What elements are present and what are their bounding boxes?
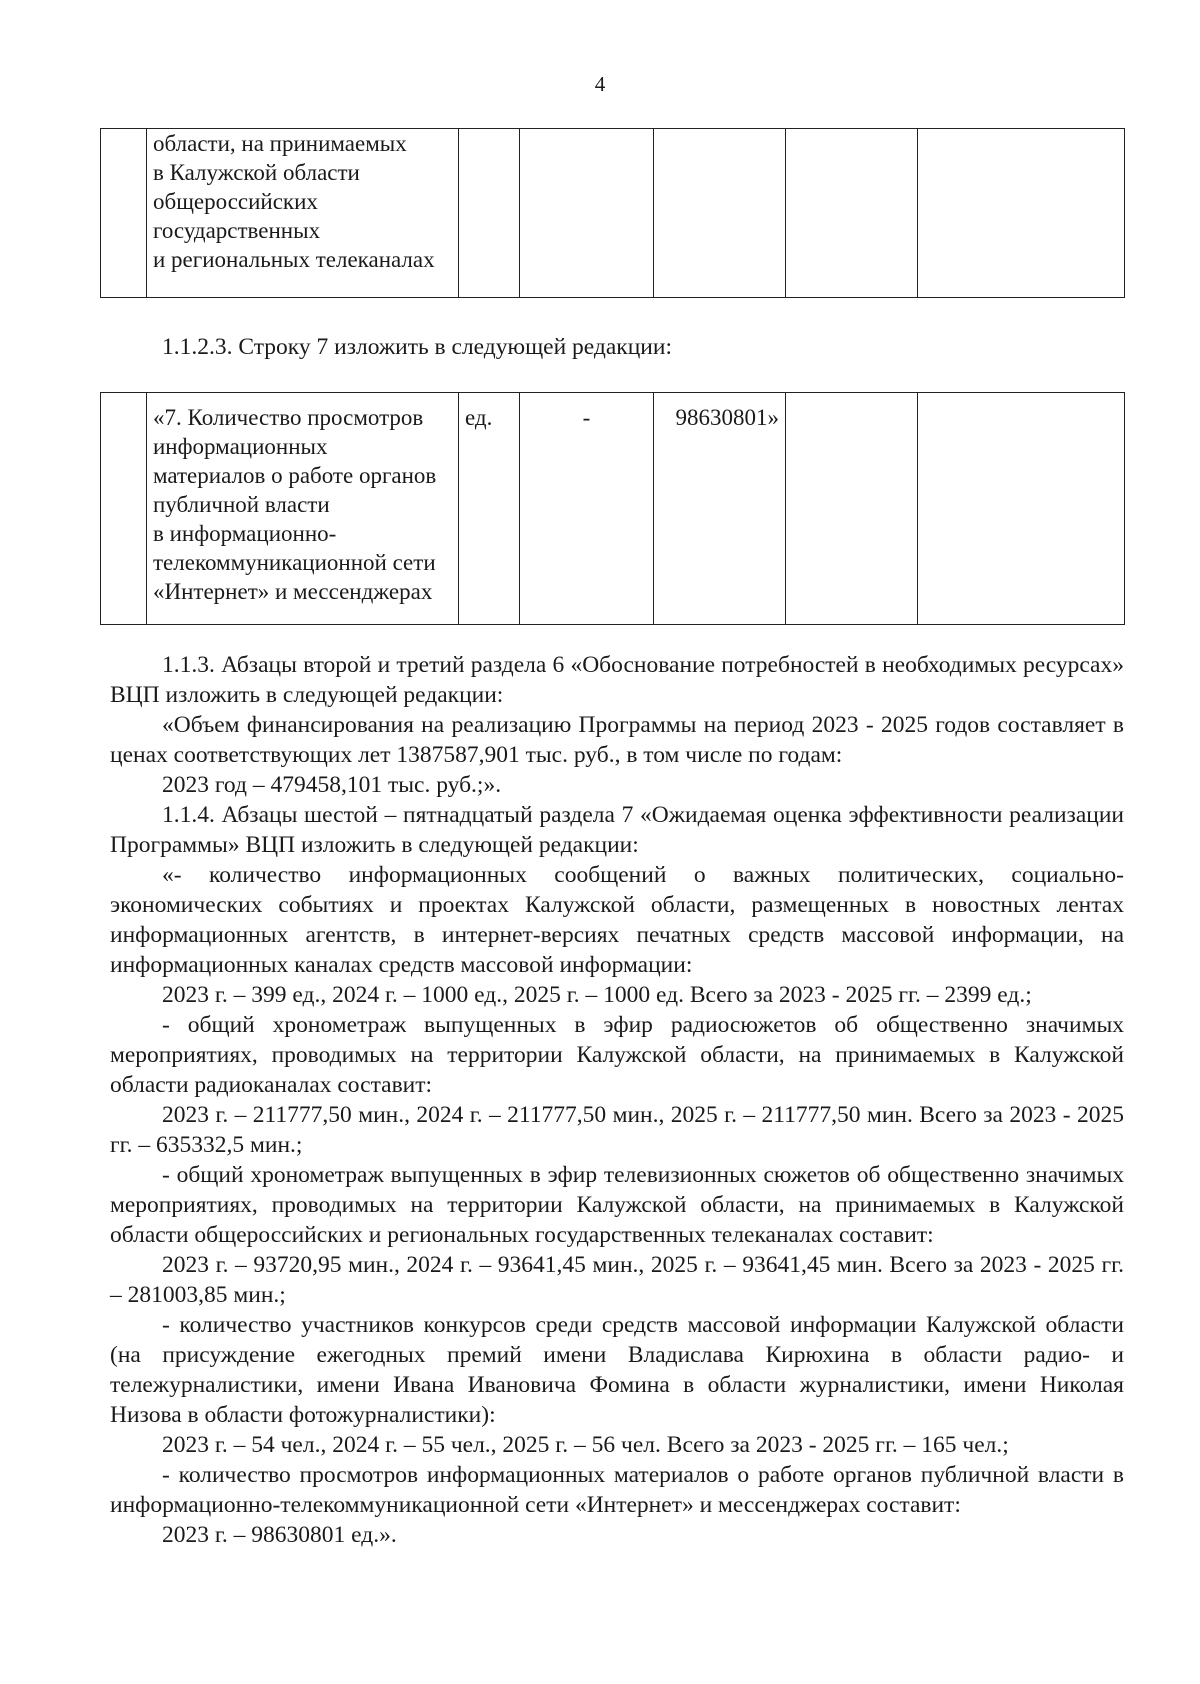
- indicator-line: и региональных телеканалах: [153, 247, 435, 272]
- indicator-line: телекоммуникационной сети: [153, 550, 436, 575]
- indicator-line: «7. Количество просмотров: [153, 405, 424, 430]
- indicator-line: в Калужской области: [153, 160, 360, 185]
- indicator-line: государственных: [153, 218, 321, 243]
- paragraph: 2023 г. – 211777,50 мин., 2024 г. – 211777,50 мин., 2025 г. – 211777,50 мин. Всего за 2023 - 2025 гг. – 635332,5 мин.;: [110, 1102, 1124, 1158]
- indicator-line: области, на принимаемых: [153, 131, 407, 156]
- value-cell: [918, 393, 1125, 625]
- value-2023-cell: 98630801»: [654, 393, 786, 625]
- row-number-cell: [101, 129, 147, 298]
- indicator-line: публичной власти: [153, 492, 330, 517]
- paragraph: 2023 г. – 98630801 ед.».: [162, 1522, 397, 1548]
- paragraph: 2023 г. – 93720,95 мин., 2024 г. – 93641,45 мин., 2025 г. – 93641,45 мин. Всего за 2023 - 2025 гг. – 281003,85 мин.;: [110, 1252, 1124, 1308]
- paragraph: «Объем финансирования на реализацию Программы на период 2023 - 2025 годов составляет в ценах соответствующих лет 1387587,901 тыс. руб., в том числе по годам:: [110, 712, 1124, 768]
- base-value-cell: -: [520, 393, 654, 625]
- table-row: [101, 393, 1125, 625]
- document-body: [110, 650, 1124, 1550]
- paragraph: «- количество информационных сообщений о важных политических, социально-экономических событиях и проектах Калужской области, размещенных в новостных лентах информационных агентств, в интернет-версиях печатных средств массовой информации, на информационных каналах средств массовой информации:: [110, 862, 1124, 978]
- paragraph: 2023 г. – 54 чел., 2024 г. – 55 чел., 2025 г. – 56 чел. Всего за 2023 - 2025 гг. – 165 чел.;: [162, 1432, 1009, 1458]
- indicator-table-continuation: [100, 128, 1125, 298]
- unit-cell: ед.: [459, 393, 520, 625]
- base-value-cell: [520, 129, 654, 298]
- indicator-line: «Интернет» и мессенджерах: [153, 579, 433, 604]
- paragraph: 2023 г. – 399 ед., 2024 г. – 1000 ед., 2025 г. – 1000 ед. Всего за 2023 - 2025 гг. – 2399 ед.;: [162, 982, 1032, 1008]
- indicator-line: материалов о работе органов: [153, 463, 437, 488]
- value-cell: [654, 129, 786, 298]
- indicator-line: общероссийских: [153, 189, 318, 214]
- indicator-table-row-7: [100, 392, 1125, 625]
- instruction-1-1-2-3: 1.1.2.3. Строку 7 изложить в следующей редакции:: [162, 334, 672, 360]
- page-number: 4: [594, 72, 606, 96]
- paragraph: 1.1.3. Абзацы второй и третий раздела 6 «Обоснование потребностей в необходимых ресурсах» ВЦП изложить в следующей редакции:: [110, 652, 1124, 708]
- indicator-line: информационных: [153, 434, 328, 459]
- paragraph: 1.1.4. Абзацы шестой – пятнадцатый раздела 7 «Ожидаемая оценка эффективности реализации Программы» ВЦП изложить в следующей редакции:: [110, 802, 1124, 858]
- value-cell: [786, 129, 918, 298]
- indicator-name-cell: [147, 393, 459, 625]
- unit-cell: [459, 129, 520, 298]
- value-cell: [918, 129, 1125, 298]
- paragraph: - количество участников конкурсов среди средств массовой информации Калужской области (на присуждение ежегодных премий имени Владислава Кирюхина в области радио- и тележурналистики, имени Ивана Ивановича Фомина в области журналистики, имени Николая Низова в области фотожурналистики):: [110, 1312, 1124, 1428]
- indicator-line: в информационно-: [153, 521, 337, 546]
- paragraph: - общий хронометраж выпущенных в эфир радиосюжетов об общественно значимых мероприятиях, проводимых на территории Калужской области, на принимаемых в Калужской области радиоканалах составит:: [110, 1012, 1124, 1098]
- value-cell: [786, 393, 918, 625]
- table-row: [101, 129, 1125, 298]
- row-number-cell: [101, 393, 147, 625]
- paragraph: - количество просмотров информационных материалов о работе органов публичной власти в информационно-телекоммуникационной сети «Интернет» и мессенджерах составит:: [110, 1462, 1124, 1518]
- paragraph: - общий хронометраж выпущенных в эфир телевизионных сюжетов об общественно значимых мероприятиях, проводимых на территории Калужской области, на принимаемых в Калужской области общероссийских и региональных государственных телеканалах составит:: [110, 1162, 1124, 1248]
- paragraph: 2023 год – 479458,101 тыс. руб.;».: [162, 772, 502, 798]
- indicator-name-cell: [147, 129, 459, 298]
